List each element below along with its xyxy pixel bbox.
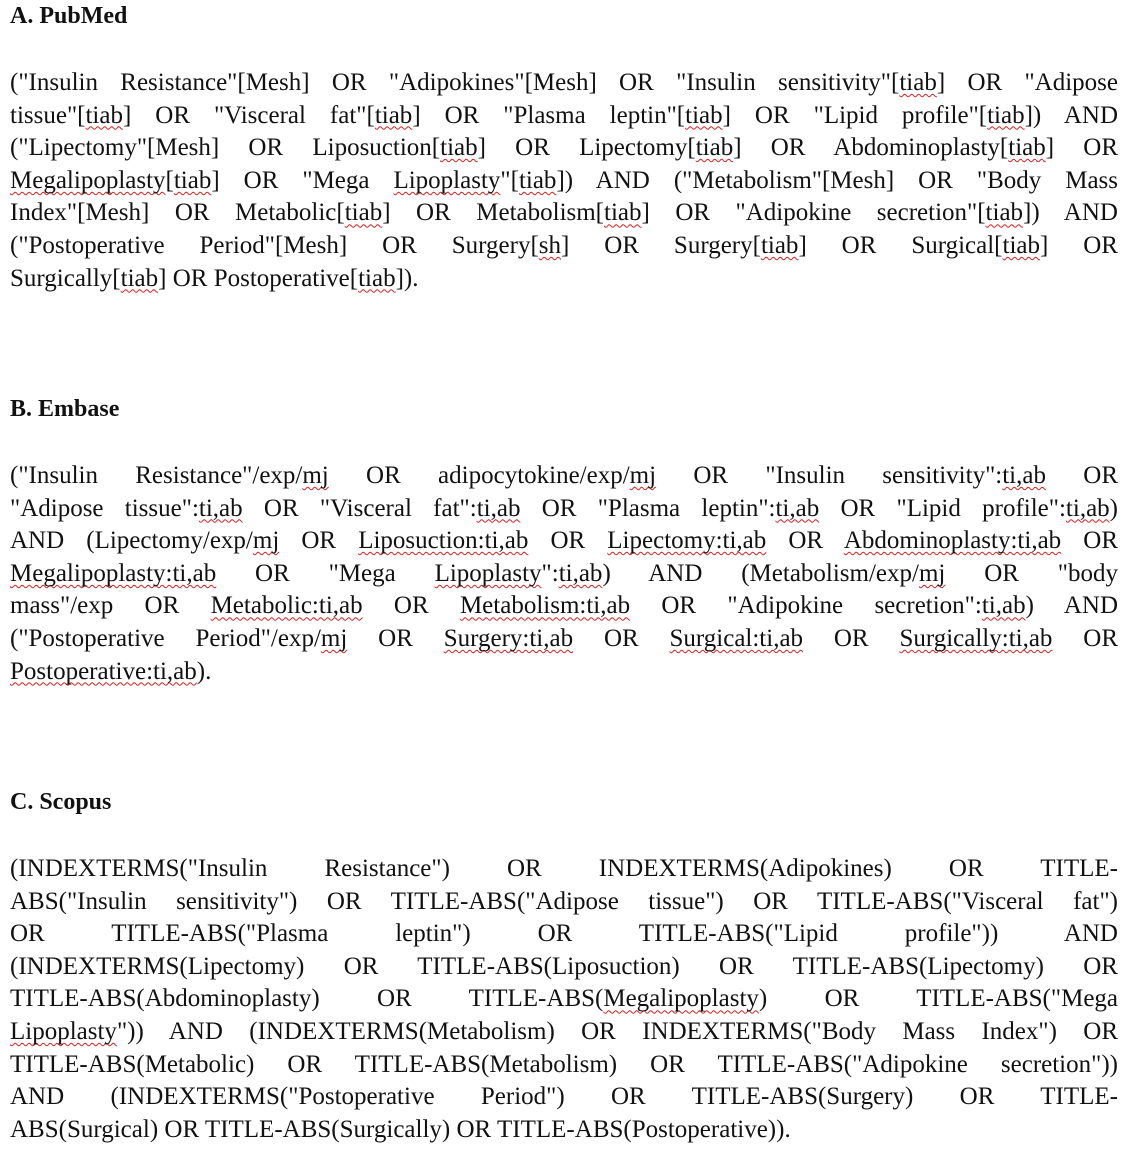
- query-line: [10, 1114, 1118, 1147]
- query-line: [10, 558, 1118, 591]
- query-text-segment: ("Insulin Resistance"[Mesh] OR "Adipokines"[Mesh] OR "Insulin sensitivity"[: [10, 69, 900, 96]
- query-text-segment: OR: [362, 592, 460, 620]
- spellcheck-flagged-word: ti,ab: [981, 592, 1026, 620]
- query-text-segment: Surgically[: [10, 264, 121, 292]
- spellcheck-flagged-word: Abdominoplasty:ti,ab: [843, 527, 1062, 555]
- query-text-segment: ("Postoperative Period"[Mesh] OR Surgery[: [10, 231, 539, 259]
- spellcheck-flagged-word: Megalipoplasty: [10, 166, 166, 194]
- query-line: [10, 623, 1118, 656]
- spellcheck-flagged-word: sh: [538, 231, 562, 259]
- section-embase: [10, 395, 1118, 688]
- query-text-segment: OR adipocytokine/exp/: [328, 462, 630, 489]
- spellcheck-flagged-word: mj: [629, 462, 657, 489]
- query-text-segment: ): [1109, 494, 1118, 522]
- spellcheck-flagged-word: Surgically:ti,ab: [899, 624, 1053, 652]
- spellcheck-flagged-word: Surgery:ti,ab: [443, 624, 574, 652]
- query-text-segment: ("Insulin Resistance"/exp/: [10, 462, 303, 489]
- query-line: [10, 460, 1118, 493]
- query-line: [10, 590, 1118, 623]
- query-text-segment: ] OR "Lipid profile"[: [722, 101, 988, 129]
- query-text-segment: ABS("Insulin sensitivity") OR TITLE-ABS("Adipose tissue") OR TITLE-ABS("Visceral fat"): [10, 887, 1118, 915]
- query-text-segment: ] OR Lipectomy[: [477, 134, 696, 162]
- spellcheck-flagged-word: Lipoplasty: [434, 559, 542, 587]
- spellcheck-flagged-word: Lipectomy:ti,ab: [607, 527, 767, 555]
- spellcheck-flagged-word: tiab: [760, 231, 799, 259]
- section-pubmed: [10, 2, 1118, 295]
- spellcheck-flagged-word: tiab: [987, 101, 1025, 129]
- query-text-segment: OR: [528, 527, 608, 555]
- spellcheck-flagged-word: tiab: [985, 199, 1024, 227]
- query-text-segment: ).: [196, 657, 212, 685]
- spellcheck-flagged-word: ti,ab: [476, 494, 521, 522]
- query-text-segment: OR: [347, 624, 444, 652]
- spellcheck-flagged-word: mj: [252, 527, 280, 555]
- query-text-segment: (INDEXTERMS("Insulin Resistance") OR INDEXTERMS(Adipokines) OR TITLE-: [10, 855, 1118, 882]
- query-line: [10, 132, 1118, 165]
- spellcheck-flagged-word: mj: [302, 462, 329, 489]
- query-text-segment: ]).: [395, 264, 419, 292]
- query-text-segment: AND (INDEXTERMS("Postoperative Period") OR TITLE-ABS(Surgery) OR TITLE-: [10, 1083, 1118, 1111]
- query-text-segment: ] OR Metabolism[: [382, 199, 605, 227]
- query-text-segment: ) AND (Metabolism/exp/: [602, 559, 919, 587]
- query-text-segment: ] OR "Adipokine secretion"[: [641, 199, 986, 227]
- query-text-segment: mass"/exp OR: [10, 592, 211, 620]
- query-line: [10, 525, 1118, 558]
- query-line: [10, 197, 1118, 230]
- spellcheck-flagged-word: tiab: [344, 199, 383, 227]
- query-line: [10, 853, 1118, 886]
- spellcheck-flagged-word: tiab: [85, 101, 123, 129]
- query-text-scopus: [10, 853, 1118, 1146]
- query-text-segment: ":: [541, 559, 559, 587]
- query-text-segment: TITLE-ABS(Metabolic) OR TITLE-ABS(Metabolism) OR TITLE-ABS("Adipokine secretion")): [10, 1050, 1118, 1078]
- query-text-segment: ) OR TITLE-ABS("Mega: [758, 985, 1119, 1013]
- query-line: [10, 656, 1118, 689]
- spellcheck-flagged-word: tiab: [518, 166, 557, 194]
- spellcheck-flagged-word: tiab: [1008, 134, 1046, 162]
- query-text-segment: OR TITLE-ABS("Plasma leptin") OR TITLE-ABS("Lipid profile")) AND: [10, 920, 1118, 948]
- query-line: [10, 918, 1118, 951]
- spellcheck-flagged-word: mj: [918, 559, 946, 587]
- query-text-pubmed: [10, 67, 1118, 295]
- spellcheck-flagged-word: tiab: [604, 199, 642, 227]
- spellcheck-flagged-word: ti,ab: [1065, 494, 1110, 522]
- spellcheck-flagged-word: tiab: [440, 134, 478, 162]
- query-text-segment: tissue"[: [10, 101, 86, 129]
- spellcheck-flagged-word: tiab: [120, 264, 159, 292]
- query-text-segment: TITLE-ABS(Abdominoplasty) OR TITLE-ABS(: [10, 985, 604, 1013]
- query-text-segment: Index"[Mesh] OR Metabolic[: [10, 199, 345, 227]
- spellcheck-flagged-word: tiab: [1002, 231, 1041, 259]
- query-text-segment: ] OR: [1040, 231, 1118, 259]
- query-line: [10, 983, 1118, 1016]
- query-text-segment: ] OR "Adipose: [936, 69, 1118, 96]
- query-text-segment: OR: [1061, 527, 1118, 555]
- query-text-segment: OR: [279, 527, 359, 555]
- query-text-segment: OR "Adipokine secretion":: [630, 592, 982, 620]
- spellcheck-flagged-word: Lipoplasty: [10, 1017, 117, 1045]
- query-text-segment: OR: [1045, 462, 1118, 489]
- spellcheck-flagged-word: Surgical:ti,ab: [669, 624, 804, 652]
- query-line: [10, 1016, 1118, 1049]
- query-line: [10, 886, 1118, 919]
- query-line: [10, 493, 1118, 526]
- section-heading-pubmed: A. PubMed: [10, 3, 128, 29]
- query-text-segment: ] OR "Mega: [211, 166, 394, 194]
- query-line: [10, 230, 1118, 263]
- query-line: [10, 1081, 1118, 1114]
- spellcheck-flagged-word: tiab: [358, 264, 396, 292]
- query-line: [10, 951, 1118, 984]
- query-line: [10, 1049, 1118, 1082]
- query-text-segment: ")) AND (INDEXTERMS(Metabolism) OR INDEXTERMS("Body Mass Index") OR: [116, 1017, 1118, 1045]
- query-text-segment: "[: [500, 166, 519, 194]
- query-line: [10, 100, 1118, 133]
- query-line: [10, 67, 1118, 100]
- query-text-segment: AND (Lipectomy/exp/: [10, 527, 253, 555]
- query-text-segment: "Adipose tissue":: [10, 494, 199, 522]
- spellcheck-flagged-word: ti,ab: [198, 494, 243, 522]
- query-text-segment: ABS(Surgical) OR TITLE-ABS(Surgically) OR TITLE-ABS(Postoperative)).: [10, 1115, 791, 1143]
- query-text-segment: OR "Visceral fat":: [242, 494, 477, 522]
- query-text-segment: OR "body: [945, 559, 1119, 587]
- spellcheck-flagged-word: Postoperative:ti,ab: [10, 657, 197, 685]
- spellcheck-flagged-word: ti,ab: [558, 559, 603, 587]
- query-line: [10, 165, 1118, 198]
- query-text-segment: ] OR Surgical[: [798, 231, 1003, 259]
- query-text-segment: ] OR Abdominoplasty[: [733, 134, 1009, 162]
- spellcheck-flagged-word: ti,ab: [775, 494, 820, 522]
- query-line: [10, 263, 1118, 296]
- section-scopus: [10, 788, 1118, 1146]
- query-text-segment: ("Lipectomy"[Mesh] OR Liposuction[: [10, 134, 441, 162]
- query-text-segment: ] OR Surgery[: [561, 231, 761, 259]
- query-text-segment: OR: [803, 624, 900, 652]
- query-text-segment: OR "Mega: [216, 559, 435, 587]
- spellcheck-flagged-word: Metabolic:ti,ab: [210, 592, 363, 620]
- query-text-segment: OR: [1052, 624, 1118, 652]
- query-text-segment: OR "Plasma leptin":: [520, 494, 776, 522]
- spellcheck-flagged-word: Metabolism:ti,ab: [459, 592, 631, 620]
- section-heading-embase: B. Embase: [10, 396, 120, 422]
- spellcheck-flagged-word: tiab: [173, 166, 212, 194]
- spellcheck-flagged-word: mj: [320, 624, 348, 652]
- query-text-segment: OR "Insulin sensitivity":: [656, 462, 1003, 489]
- query-text-embase: [10, 460, 1118, 688]
- query-text-segment: ]) AND: [1023, 199, 1118, 227]
- query-text-segment: ]) AND: [1024, 101, 1119, 129]
- spellcheck-flagged-word: ti,ab: [1002, 462, 1046, 489]
- spellcheck-flagged-word: Liposuction:ti,ab: [358, 527, 529, 555]
- query-text-segment: ] OR Postoperative[: [158, 264, 359, 292]
- query-text-segment: ]) AND ("Metabolism"[Mesh] OR "Body Mass: [556, 166, 1118, 194]
- section-heading-scopus: C. Scopus: [10, 789, 112, 815]
- query-text-segment: OR "Lipid profile":: [819, 494, 1066, 522]
- spellcheck-flagged-word: tiab: [695, 134, 734, 162]
- spellcheck-flagged-word: tiab: [899, 69, 937, 96]
- query-text-segment: OR: [573, 624, 670, 652]
- query-text-segment: ] OR "Visceral fat"[: [122, 101, 375, 129]
- query-text-segment: ] OR "Plasma leptin"[: [412, 101, 686, 129]
- spellcheck-flagged-word: Megalipoplasty: [603, 985, 759, 1013]
- query-text-segment: ] OR: [1045, 134, 1118, 162]
- spellcheck-flagged-word: Lipoplasty: [393, 166, 501, 194]
- query-text-segment: (INDEXTERMS(Lipectomy) OR TITLE-ABS(Liposuction) OR TITLE-ABS(Lipectomy) OR: [10, 952, 1118, 980]
- query-text-segment: [: [165, 166, 174, 194]
- query-text-segment: ("Postoperative Period"/exp/: [10, 624, 321, 652]
- spellcheck-flagged-word: Megalipoplasty:ti,ab: [10, 559, 217, 587]
- spellcheck-flagged-word: tiab: [374, 101, 413, 129]
- query-text-segment: ) AND: [1025, 592, 1118, 620]
- spellcheck-flagged-word: tiab: [685, 101, 723, 129]
- query-text-segment: OR: [766, 527, 844, 555]
